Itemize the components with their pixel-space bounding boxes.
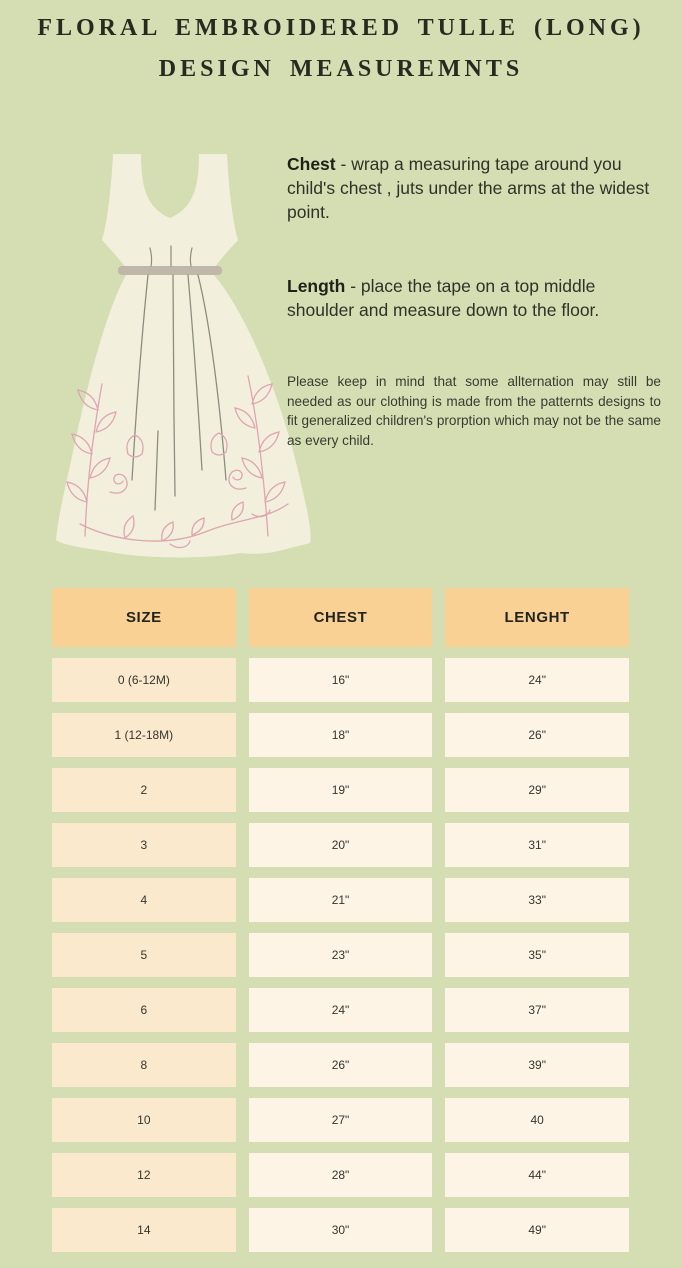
size-cell: 5 [52, 933, 236, 977]
table-row [52, 988, 629, 1032]
chest-cell: 18" [249, 713, 433, 757]
table-row [52, 768, 629, 812]
table-row [52, 1098, 629, 1142]
length-instruction [287, 274, 663, 322]
chest-label: Chest [287, 154, 336, 174]
chest-cell: 23" [249, 933, 433, 977]
lenght-cell: 31" [445, 823, 629, 867]
table-row [52, 823, 629, 867]
chest-text: - wrap a measuring tape around you child's chest , juts under the arms at the widest point. [287, 154, 650, 222]
chest-cell: 28" [249, 1153, 433, 1197]
table-row [52, 658, 629, 702]
table-row [52, 933, 629, 977]
chest-cell: 20" [249, 823, 433, 867]
size-cell: 10 [52, 1098, 236, 1142]
alteration-note: Please keep in mind that some allternation may still be needed as our clothing is made from the patternts designs to fit generalized children's prorption which may not be the same as every child. [287, 374, 661, 448]
size-cell: 4 [52, 878, 236, 922]
lenght-cell: 24" [445, 658, 629, 702]
table-header-row [52, 588, 629, 647]
dress-illustration [40, 148, 320, 568]
chest-instruction [287, 152, 663, 224]
chest-cell: 24" [249, 988, 433, 1032]
chest-cell: 30" [249, 1208, 433, 1252]
lenght-cell: 49" [445, 1208, 629, 1252]
title-line-2: DESIGN MEASUREMNTS [158, 56, 524, 82]
table-row [52, 713, 629, 757]
lenght-cell: 40 [445, 1098, 629, 1142]
table-row [52, 1043, 629, 1087]
title-line-1: FLORAL EMBROIDERED TULLE (LONG) [37, 15, 645, 41]
size-cell: 14 [52, 1208, 236, 1252]
table-row [52, 878, 629, 922]
chest-cell: 26" [249, 1043, 433, 1087]
table-row [52, 1153, 629, 1197]
lenght-cell: 29" [445, 768, 629, 812]
length-text: - place the tape on a top middle shoulder and measure down to the floor. [287, 276, 600, 320]
lenght-cell: 33" [445, 878, 629, 922]
chest-cell: 21" [249, 878, 433, 922]
header-lenght: LENGHT [445, 588, 629, 647]
header-size: SIZE [52, 588, 236, 647]
length-label: Length [287, 276, 346, 296]
header-chest: CHEST [249, 588, 433, 647]
size-cell: 8 [52, 1043, 236, 1087]
lenght-cell: 44" [445, 1153, 629, 1197]
size-cell: 0 (6-12M) [52, 658, 236, 702]
size-cell: 1 (12-18M) [52, 713, 236, 757]
chest-cell: 19" [249, 768, 433, 812]
lenght-cell: 26" [445, 713, 629, 757]
size-cell: 6 [52, 988, 236, 1032]
size-cell: 3 [52, 823, 236, 867]
dress-belt [118, 266, 222, 275]
size-chart-table [52, 588, 629, 1263]
chest-cell: 16" [249, 658, 433, 702]
size-cell: 12 [52, 1153, 236, 1197]
lenght-cell: 39" [445, 1043, 629, 1087]
size-cell: 2 [52, 768, 236, 812]
lenght-cell: 37" [445, 988, 629, 1032]
table-row [52, 1208, 629, 1252]
size-table-rows [52, 658, 629, 1252]
chest-cell: 27" [249, 1098, 433, 1142]
lenght-cell: 35" [445, 933, 629, 977]
hero-section [0, 0, 682, 580]
